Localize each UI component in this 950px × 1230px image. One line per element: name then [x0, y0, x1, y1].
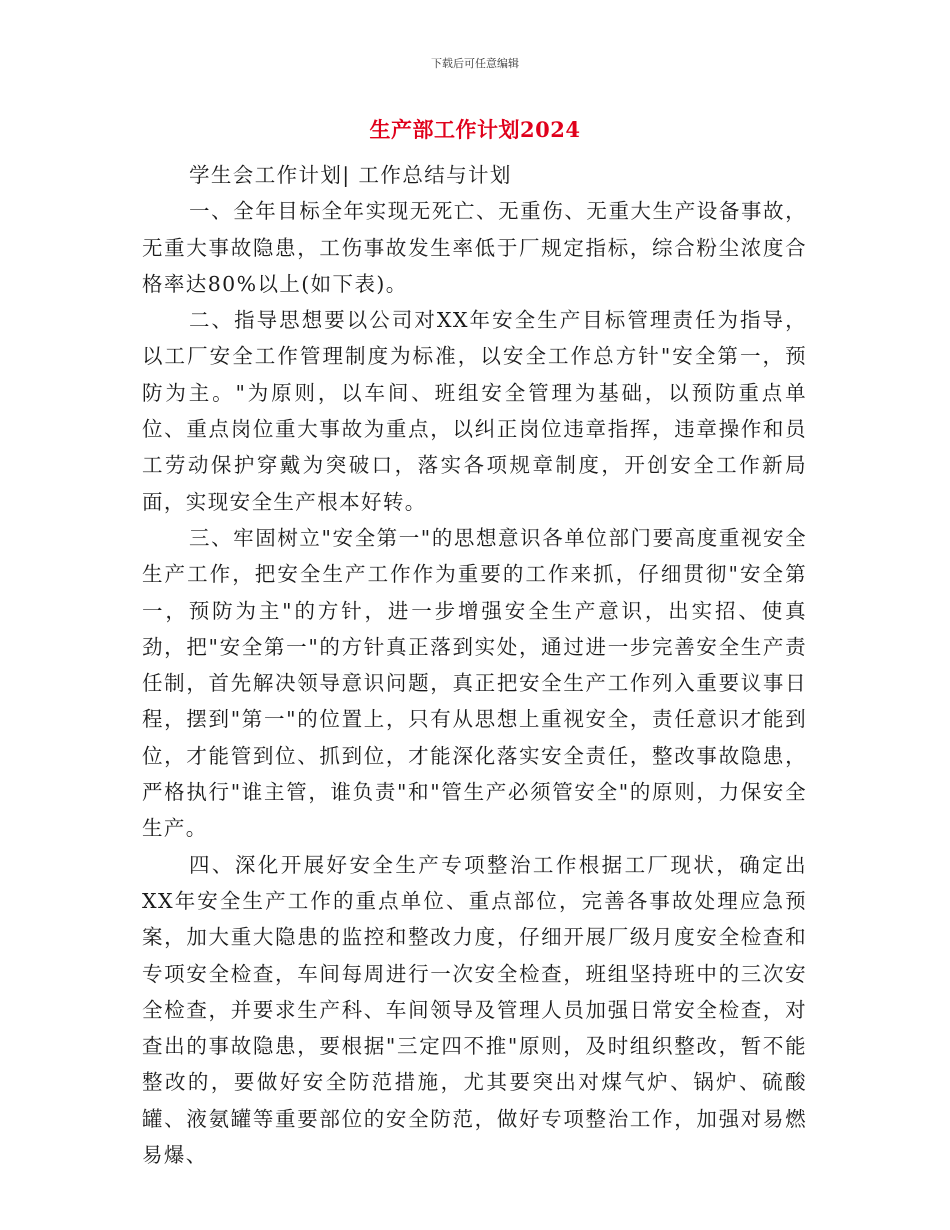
- paragraph-safety-first: 三、牢固树立"安全第一"的思想意识各单位部门要高度重视安全生产工作，把安全生产工作作为重要的工作来抓，仔细贯彻"安全第一，预防为主"的方针，进一步增强安全生产意识，出实招、使真劲，把"安全第一"的方针真正落到实处，通过进一步完善安全生产责任制，首先解决领导意识问题，真正把安全生产工作列入重要议事日程，摆到"第一"的位置上，只有从思想上重视安全，责任意识才能到位，才能管到位、抓到位，才能深化落实安全责任，整改事故隐患，严格执行"谁主管，谁负责"和"管生产必须管安全"的原则，力保安全生产。: [142, 525, 807, 841]
- paragraph-guiding-ideology: 二、指导思想要以公司对XX年安全生产目标管理责任为指导，以工厂安全工作管理制度为标准，以安全工作总方针"安全第一，预防为主。"为原则，以车间、班组安全管理为基础，以预防重点单位、重点岗位重大事故为重点，以纠正岗位违章指挥，违章操作和员工劳动保护穿戴为突破口，落实各项规章制度，开创安全工作新局面，实现安全生产根本好转。: [142, 308, 807, 514]
- page-header-note: 下载后可任意编辑: [431, 57, 519, 70]
- paragraph-special-rectification: 四、深化开展好安全生产专项整治工作根据工厂现状，确定出XX年安全生产工作的重点单位、重点部位，完善各事故处理应急预案，加大重大隐患的监控和整改力度，仔细开展厂级月度安全检查和专项安全检查，车间每周进行一次安全检查，班组坚持班中的三次安全检查，并要求生产科、车间领导及管理人员加强日常安全检查，对查出的事故隐患，要根据"三定四不推"原则，及时组织整改，暂不能整改的，要做好安全防范措施，尤其要突出对煤气炉、锅炉、硫酸罐、液氨罐等重要部位的安全防范，做好专项整治工作，加强对易燃易爆、: [142, 852, 807, 1168]
- document-title: 生产部工作计划2024: [369, 117, 581, 142]
- document-subtitle: 学生会工作计划| 工作总结与计划: [189, 163, 512, 187]
- paragraph-goals: 一、全年目标全年实现无死亡、无重伤、无重大生产设备事故，无重大事故隐患，工伤事故发生率低于厂规定指标，综合粉尘浓度合格率达80%以上(如下表)。: [142, 199, 807, 296]
- document-body: [142, 157, 807, 1173]
